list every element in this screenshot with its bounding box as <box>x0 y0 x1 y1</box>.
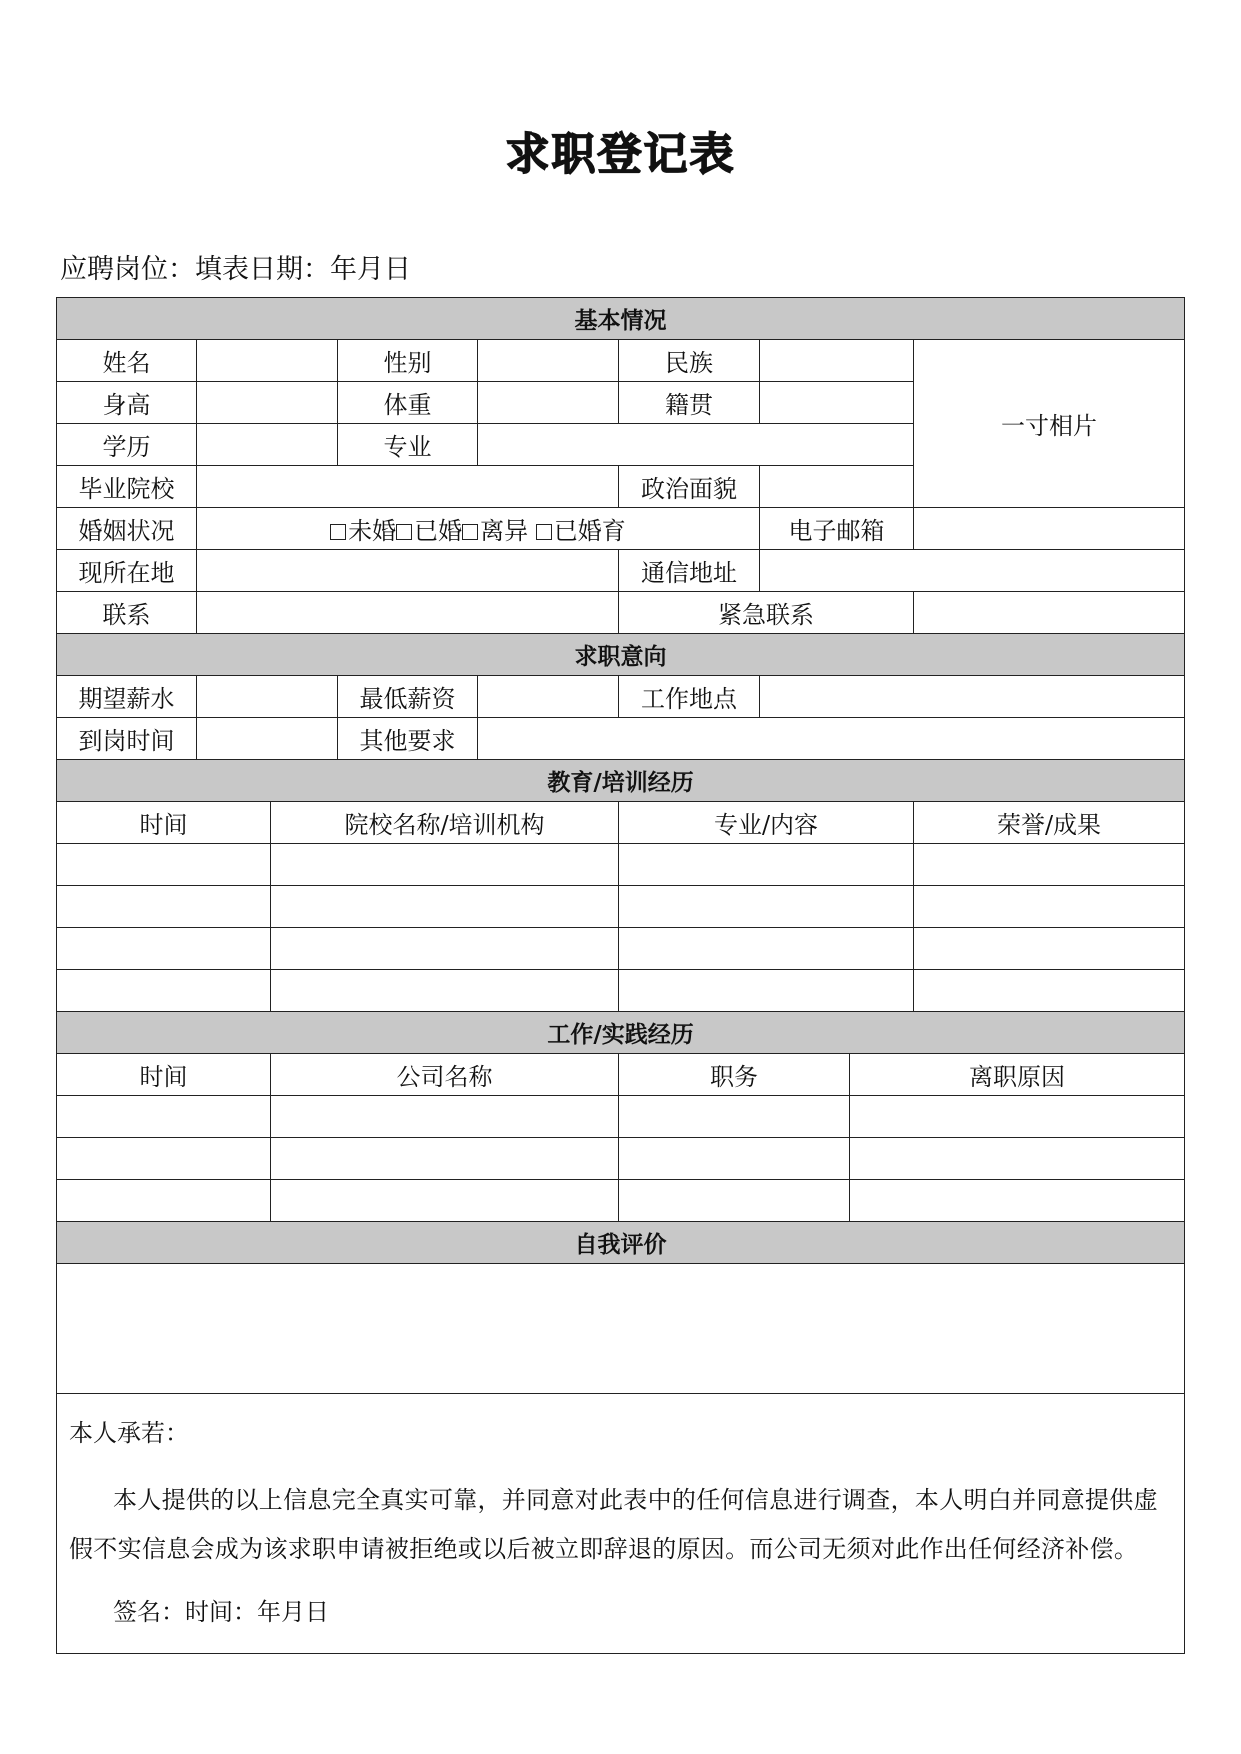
label-major: 专业 <box>338 424 478 466</box>
work-cell[interactable] <box>619 1096 850 1138</box>
label-degree: 学历 <box>57 424 197 466</box>
edu-cell[interactable] <box>619 844 914 886</box>
edu-cell[interactable] <box>57 928 271 970</box>
label-contact: 联系 <box>57 592 197 634</box>
self-eval-input[interactable] <box>57 1264 1185 1394</box>
section-intent: 求职意向 <box>57 634 1185 676</box>
edu-cell[interactable] <box>57 844 271 886</box>
checkbox-icon <box>462 524 478 540</box>
edu-cell[interactable] <box>619 970 914 1012</box>
input-email[interactable] <box>914 508 1185 550</box>
label-salary: 期望薪水 <box>57 676 197 718</box>
registration-form <box>56 297 1185 1654</box>
checkbox-unmarried[interactable]: 未婚 <box>330 511 396 546</box>
input-salary[interactable] <box>197 676 338 718</box>
edu-cell[interactable] <box>57 886 271 928</box>
edu-cell[interactable] <box>271 970 619 1012</box>
work-cell[interactable] <box>850 1180 1185 1222</box>
work-cell[interactable] <box>619 1180 850 1222</box>
checkbox-icon <box>396 524 412 540</box>
label-weight: 体重 <box>338 382 478 424</box>
input-work-place[interactable] <box>760 676 1185 718</box>
input-emergency[interactable] <box>914 592 1185 634</box>
edu-cell[interactable] <box>914 928 1185 970</box>
work-cell[interactable] <box>850 1138 1185 1180</box>
table-row <box>57 928 1185 970</box>
photo-box[interactable] <box>914 340 1185 508</box>
photo-label: 一寸相片 <box>1001 412 1098 440</box>
checkbox-icon <box>330 524 346 540</box>
table-row <box>57 1138 1185 1180</box>
edu-header-major: 专业/内容 <box>619 802 914 844</box>
checkbox-icon <box>536 524 552 540</box>
input-degree[interactable] <box>197 424 338 466</box>
section-work: 工作/实践经历 <box>57 1012 1185 1054</box>
edu-cell[interactable] <box>914 970 1185 1012</box>
input-school[interactable] <box>197 466 619 508</box>
signature-line[interactable]: 签名：时间：年月日 <box>113 1598 329 1626</box>
input-ethnicity[interactable] <box>760 340 914 382</box>
label-arrival: 到岗时间 <box>57 718 197 760</box>
table-row <box>57 970 1185 1012</box>
input-min-salary[interactable] <box>478 676 619 718</box>
checkbox-divorced[interactable]: 离异 <box>462 511 528 546</box>
table-row <box>57 886 1185 928</box>
label-native-place: 籍贯 <box>619 382 760 424</box>
label-ethnicity: 民族 <box>619 340 760 382</box>
label-emergency: 紧急联系 <box>619 592 914 634</box>
label-marital: 婚姻状况 <box>57 508 197 550</box>
label-email: 电子邮箱 <box>760 508 914 550</box>
input-political[interactable] <box>760 466 914 508</box>
table-row <box>57 844 1185 886</box>
label-work-place: 工作地点 <box>619 676 760 718</box>
work-header-time: 时间 <box>57 1054 271 1096</box>
label-other: 其他要求 <box>338 718 478 760</box>
input-location[interactable] <box>197 550 619 592</box>
input-weight[interactable] <box>478 382 619 424</box>
input-name[interactable] <box>197 340 338 382</box>
marital-options <box>197 508 760 550</box>
edu-cell[interactable] <box>619 886 914 928</box>
edu-cell[interactable] <box>914 844 1185 886</box>
table-row <box>57 1180 1185 1222</box>
input-arrival[interactable] <box>197 718 338 760</box>
label-political: 政治面貌 <box>619 466 760 508</box>
input-other[interactable] <box>478 718 1185 760</box>
work-cell[interactable] <box>57 1096 271 1138</box>
section-self-eval: 自我评价 <box>57 1222 1185 1264</box>
work-cell[interactable] <box>57 1180 271 1222</box>
edu-header-school: 院校名称/培训机构 <box>271 802 619 844</box>
label-school: 毕业院校 <box>57 466 197 508</box>
edu-cell[interactable] <box>271 886 619 928</box>
section-basic: 基本情况 <box>57 298 1185 340</box>
edu-cell[interactable] <box>271 844 619 886</box>
input-height[interactable] <box>197 382 338 424</box>
table-row <box>57 1096 1185 1138</box>
edu-cell[interactable] <box>619 928 914 970</box>
work-header-position: 职务 <box>619 1054 850 1096</box>
input-address[interactable] <box>760 550 1185 592</box>
label-gender: 性别 <box>338 340 478 382</box>
input-gender[interactable] <box>478 340 619 382</box>
label-min-salary: 最低薪资 <box>338 676 478 718</box>
page-title: 求职登记表 <box>505 129 736 180</box>
edu-header-honor: 荣誉/成果 <box>914 802 1185 844</box>
work-header-reason: 离职原因 <box>850 1054 1185 1096</box>
input-major[interactable] <box>478 424 914 466</box>
label-name: 姓名 <box>57 340 197 382</box>
pledge-label: 本人承若： <box>69 1419 189 1447</box>
checkbox-married-with-children[interactable]: 已婚育 <box>536 511 626 546</box>
work-cell[interactable] <box>271 1096 619 1138</box>
edu-cell[interactable] <box>57 970 271 1012</box>
work-header-company: 公司名称 <box>271 1054 619 1096</box>
label-address: 通信地址 <box>619 550 760 592</box>
work-cell[interactable] <box>850 1096 1185 1138</box>
input-contact[interactable] <box>197 592 619 634</box>
edu-header-time: 时间 <box>57 802 271 844</box>
section-education: 教育/培训经历 <box>57 760 1185 802</box>
label-location: 现所在地 <box>57 550 197 592</box>
position-date-line: 应聘岗位：填表日期：年月日 <box>60 254 411 285</box>
work-cell[interactable] <box>271 1180 619 1222</box>
pledge-text: 本人提供的以上信息完全真实可靠，并同意对此表中的任何信息进行调查，本人明白并同意提供虚假不实信息会成为该求职申请被拒绝或以后被立即辞退的原因。而公司无须对此作出任何经济补偿。 <box>69 1486 1158 1563</box>
input-native-place[interactable] <box>760 382 914 424</box>
checkbox-married[interactable]: 已婚 <box>396 511 462 546</box>
edu-cell[interactable] <box>271 928 619 970</box>
pledge-block <box>57 1394 1185 1654</box>
label-height: 身高 <box>57 382 197 424</box>
work-cell[interactable] <box>619 1138 850 1180</box>
work-cell[interactable] <box>271 1138 619 1180</box>
edu-cell[interactable] <box>914 886 1185 928</box>
work-cell[interactable] <box>57 1138 271 1180</box>
